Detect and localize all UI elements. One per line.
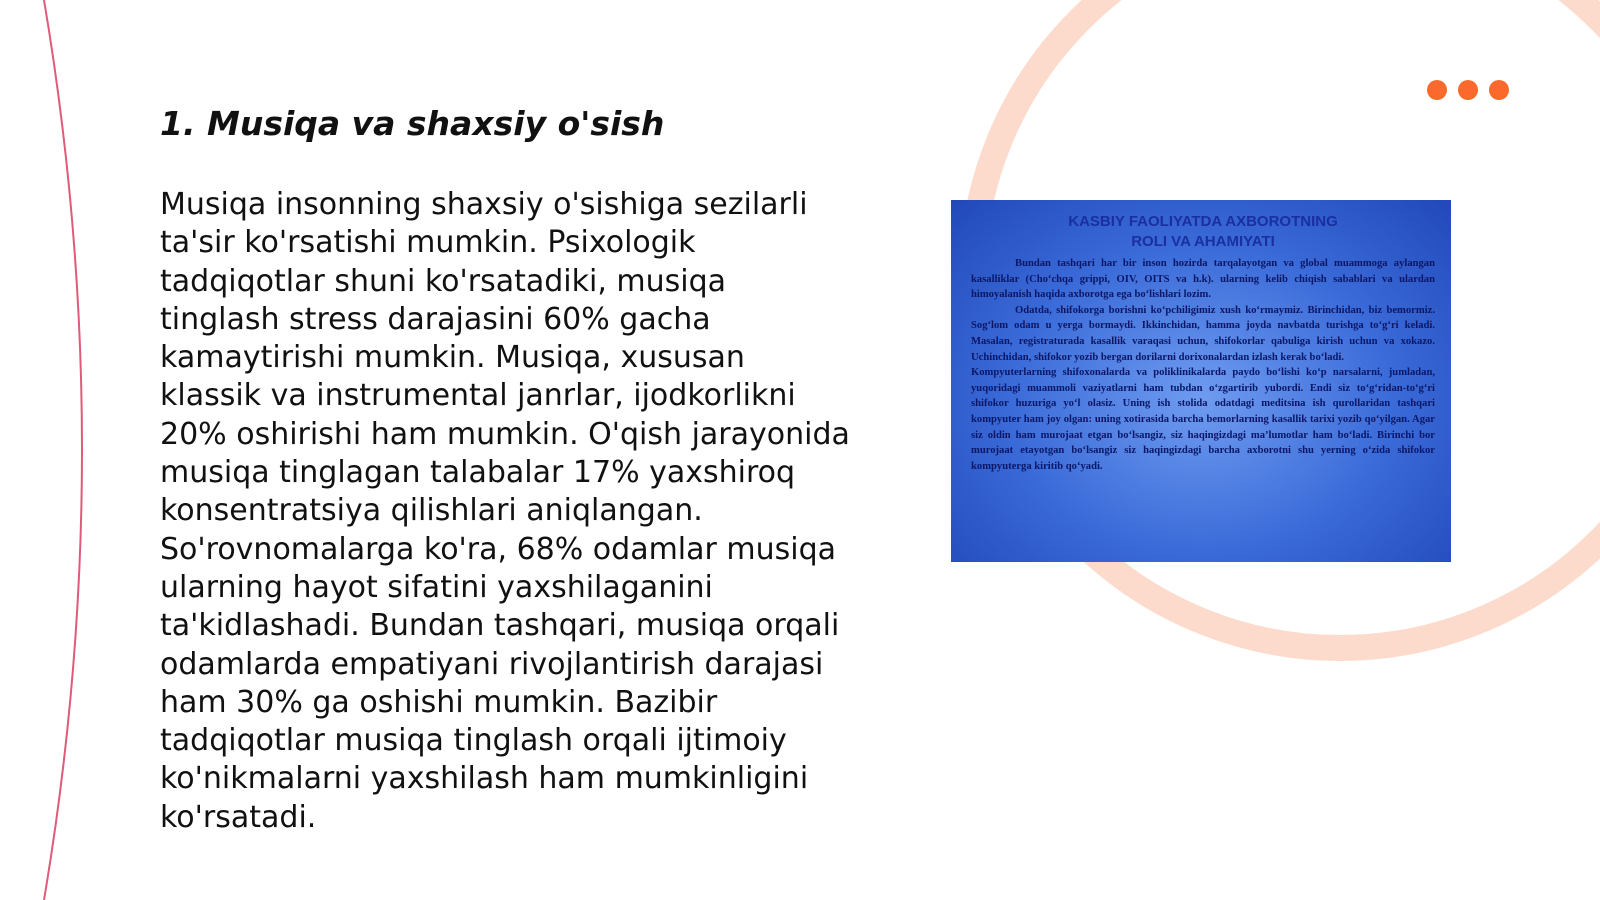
three-dots-icon <box>1427 80 1509 100</box>
dot-icon <box>1458 80 1478 100</box>
document-paragraph: Kompyuterlarning shifoxonalarda va poliklinikalarda paydo bo‘lishi ko‘p narsalarni, jumladan, yuqoridagi muammoli vaziyatlarni ham tubdan o‘zgartirib yubordi. Endi siz to‘g‘ridan-to‘g‘ri shifokor huzuriga yo‘l olasiz. Uning ish stolida odatdagi meditsina ish qurollaridan tashqari kompyuter ham joy olgan: uning xotirasida barcha bemorlarning kasallik tarixi yozib qo‘yilgan. Agar siz oldin ham murojaat etgan bo‘lsangiz, siz haqingizdagi ma’lumotlar ham bo‘ladi. Birinchi bor murojaat etayotgan bo‘lsangiz siz haqingizdagi barcha axborotni shu yerning o‘zida shifokor kompyuterga kiritib qo‘yadi. <box>971 367 1435 472</box>
slide-title: 1. Musiqa va shaxsiy o'sish <box>160 104 665 143</box>
slide-body-text: Musiqa insonning shaxsiy o'sishiga sezilarli ta'sir ko'rsatishi mumkin. Psixologik tadqiqotlar shuni ko'rsatadiki, musiqa tinglash stress darajasini 60% gacha kamaytirishi mumkin. Musiqa, xususan klassik va instrumental janrlar, ijodkorlikni 20% oshirishi ham mumkin. O'qish jarayonida musiqa tinglagan talabalar 17% yaxshiroq konsentratsiya qilishlari aniqlangan. So'rovnomalarga ko'ra, 68% odamlar musiqa ularning hayot sifatini yaxshilaganini ta'kidlashadi. Bundan tashqari, musiqa orqali odamlarda empatiyani rivojlantirish darajasi ham 30% ga oshishi mumkin. Bazibir tadqiqotlar musiqa tinglash orqali ijtimoiy ko'nikmalarni yaxshilash ham mumkinligini ko'rsatadi. <box>160 187 850 835</box>
document-title <box>971 212 1435 252</box>
accent-curve <box>44 0 82 900</box>
document-title-line: ROLI VA AHAMIYATI <box>1131 233 1275 250</box>
document-scan-image <box>951 200 1451 562</box>
document-title-line: KASBIY FAOLIYATDA AXBOROTNING <box>1068 213 1338 230</box>
document-paragraph: Odatda, shifokorga borishni ko‘pchiligimiz xush ko‘rmaymiz. Birinchidan, biz bemormiz. Sog‘lom odam u yerga bormaydi. Ikkinchidan, hamma joyda navbatda turishga to‘g‘ri keladi. Masalan, registraturada kasallik varaqasi uchun, shifokorlar qabuliga kirish uchun va xokazo. Uchinchidan, shifokor yozib bergan dorilarni dorixonalardan izlash kerak bo‘ladi. <box>971 304 1435 363</box>
dot-icon <box>1427 80 1447 100</box>
document-paragraph: Bundan tashqari har bir inson hozirda tarqalayotgan va global muammoga aylangan kasalliklar (Cho‘chqa grippi, OIV, OITS va h.k). ularning kelib chiqish sabablari va ulardan himoyalanish haqida axborotga ega bo‘lishlari lozim. <box>971 258 1435 301</box>
dot-icon <box>1489 80 1509 100</box>
